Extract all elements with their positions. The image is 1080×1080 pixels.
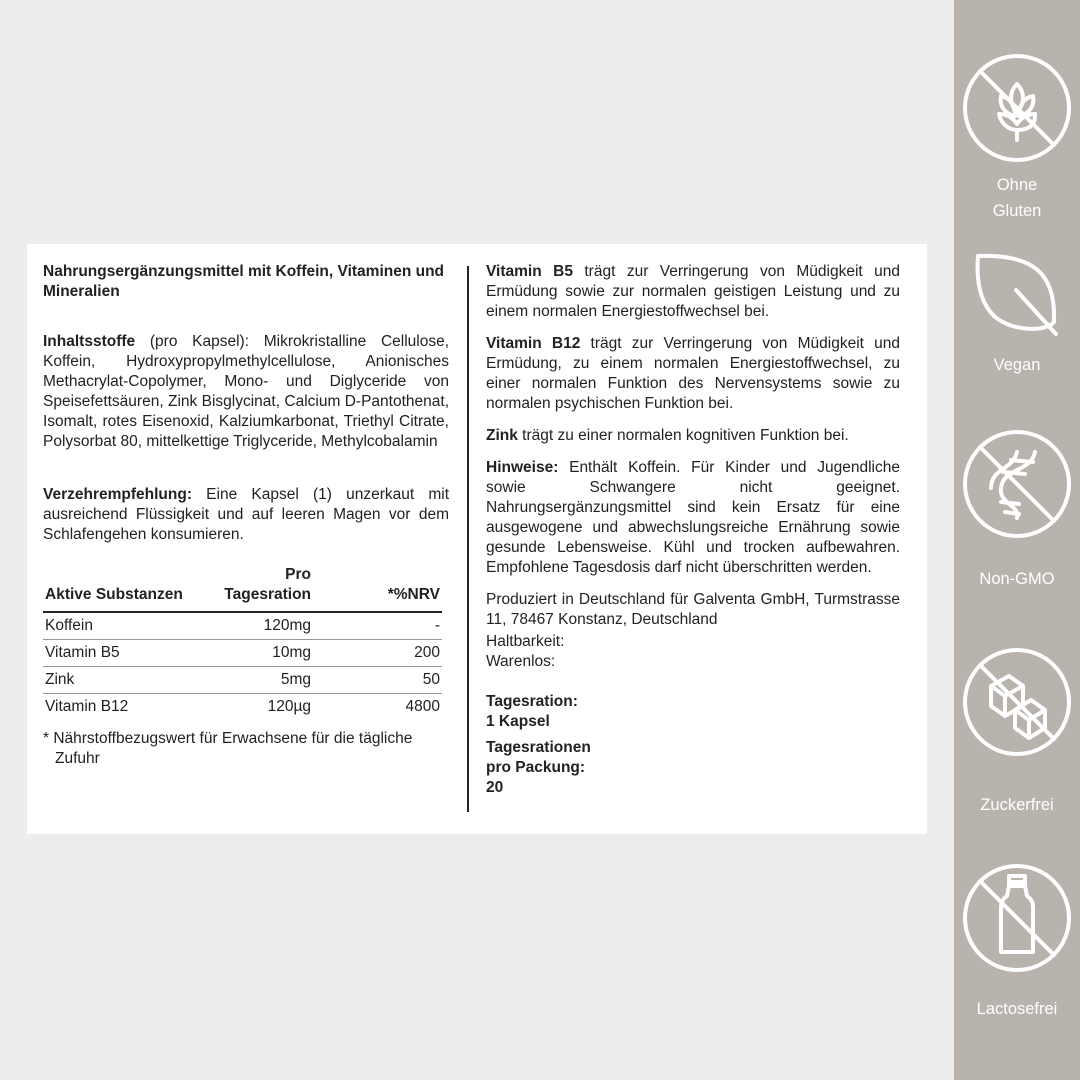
table-cell: 200 <box>313 640 442 667</box>
table-row <box>43 667 442 694</box>
recommendation-text: Eine Kapsel (1) unzerkaut mit ausreichend Flüssigkeit und auf leeren Magen vor dem Schlafengehen konsumieren. <box>43 486 449 543</box>
table-row <box>43 694 442 721</box>
b5-label: Vitamin B5 <box>486 263 573 280</box>
servings-block <box>486 738 611 798</box>
column-header-substance: Aktive Substanzen <box>43 565 193 612</box>
recommendation-label: Verzehrempfehlung: <box>43 486 192 503</box>
table-cell: 120µg <box>267 698 311 716</box>
producer-text: Produziert in Deutschland für Galventa GmbH, Turmstrasse 11, 78467 Konstanz, Deutschland <box>486 591 900 628</box>
product-title: Nahrungsergänzungsmittel mit Koffein, Vitaminen und Mineralien <box>43 263 445 300</box>
table-cell: 4800 <box>405 698 440 716</box>
daily-ration-block <box>486 692 606 732</box>
b5-text: trägt zur Verringerung von Müdigkeit und Ermüdung sowie zur normalen geistigen Leistung und zu einem normalen Energiestoffwechsel bei. <box>486 263 901 320</box>
badge-vegan <box>954 250 1080 378</box>
no-gmo-icon <box>961 428 1073 540</box>
no-sugar-icon <box>961 646 1073 758</box>
features-sidebar <box>954 0 1080 1080</box>
leaf-icon <box>972 250 1062 340</box>
servings-label: Tagesrationen pro Packung: <box>486 739 591 776</box>
product-label <box>27 244 927 834</box>
b12-label: Vitamin B12 <box>486 335 581 352</box>
b12-text: trägt zur Verringerung von Müdigkeit und Ermüdung, zu einem normalen Energiestoffwechsel, zu einer normalen Funktion des Nervensystems sowie zu normalen psychischen Funktion bei. <box>486 335 901 412</box>
notes-text: Enthält Koffein. Für Kinder und Jugendliche sowie Schwangere nicht geeignet. Nahrungsergänzungsmittel sind kein Ersatz für eine ausgewogene und abwechslungsreiche Ernährung sowie gesunde Lebensweise. Kühl und trocken aufbewahren. Empfohlene Tagesdosis darf nicht überschritten werden. <box>486 459 900 576</box>
column-header-nrv: *%NRV <box>313 565 442 612</box>
table-header-row <box>43 565 442 612</box>
table-cell: 10mg <box>193 640 313 667</box>
table-cell: - <box>313 612 442 640</box>
recommendation-paragraph <box>43 485 449 545</box>
badge-label: Zuckerfrei <box>980 796 1054 814</box>
notes-label: Hinweise: <box>486 459 559 476</box>
zinc-label: Zink <box>486 427 518 444</box>
nrv-footnote: * Nährstoffbezugswert für Erwachsene für die tägliche Zufuhr <box>43 729 413 767</box>
notes-paragraph <box>486 458 900 578</box>
no-gluten-icon <box>961 52 1073 164</box>
table-cell: 5mg <box>193 667 313 694</box>
batch-label: Warenlos: <box>486 653 556 670</box>
table-cell: 120mg <box>193 612 313 640</box>
badge-lactose-free <box>954 862 1080 1022</box>
b12-paragraph <box>486 334 900 414</box>
table-cell: Zink <box>43 667 193 694</box>
table-cell: Vitamin B5 <box>43 640 193 667</box>
table-cell: Koffein <box>43 612 193 640</box>
no-lactose-icon <box>961 862 1073 974</box>
badge-label: Lactosefrei <box>976 1000 1058 1018</box>
zinc-paragraph <box>486 426 900 446</box>
ingredients-text: Mikrokristalline Cellulose, Koffein, Hydroxypropylmethylcellulose, Anionisches Methacrylat-Copolymer, Mono- und Diglyceride von Speisefettsäuren, Zink Bisglycinat, Calcium D-Pantothenat, Isomalt, rotes Eisenoxid, Kalziumkarbonat, Triethyl Citrate, Polysorbat 80, mittelkettige Triglyceride, Methylcobalamin <box>43 333 449 450</box>
daily-ration-label: Tagesration: <box>486 693 578 710</box>
badge-gluten-free <box>954 52 1080 224</box>
badge-label: Vegan <box>993 356 1041 374</box>
nutrition-table <box>43 565 442 721</box>
ingredients-paragraph <box>43 332 449 452</box>
shelf-life-label: Haltbarkeit: <box>486 633 565 650</box>
column-header-daily: Pro Tagesration <box>193 565 313 612</box>
table-cell: Vitamin B12 <box>45 698 129 716</box>
servings-value: 20 <box>486 779 504 796</box>
badge-sugar-free <box>954 646 1080 818</box>
column-divider <box>467 266 469 812</box>
table-row <box>43 640 442 667</box>
zinc-text: trägt zu einer normalen kognitiven Funktion bei. <box>517 427 849 444</box>
badge-label: Ohne Gluten <box>992 176 1042 220</box>
badge-label: Non-GMO <box>979 570 1055 588</box>
table-cell: 50 <box>313 667 442 694</box>
daily-ration-value: 1 Kapsel <box>486 713 550 730</box>
label-left-column <box>43 262 449 769</box>
label-right-column <box>486 262 900 798</box>
badge-non-gmo <box>954 428 1080 592</box>
table-row <box>43 612 442 640</box>
ingredients-sub: (pro Kapsel): <box>135 333 264 350</box>
ingredients-label: Inhaltsstoffe <box>43 333 136 350</box>
b5-paragraph <box>486 262 900 322</box>
